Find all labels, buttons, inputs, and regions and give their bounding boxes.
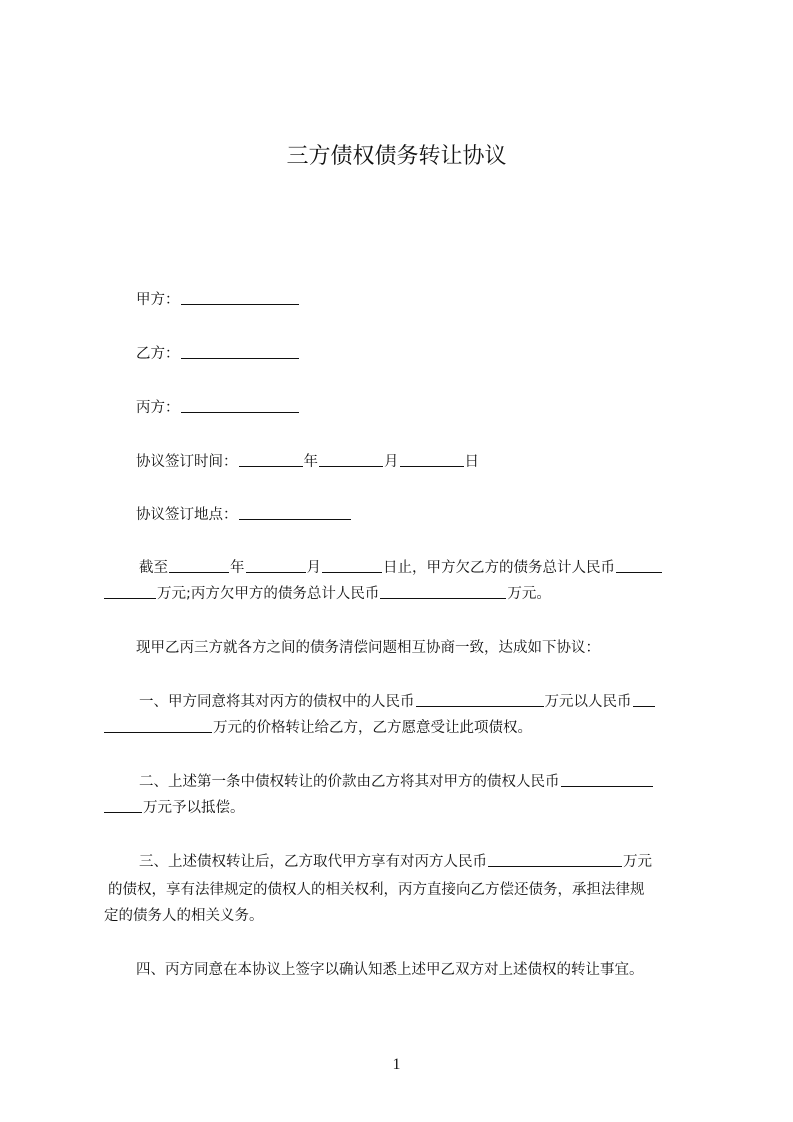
clause-2-blank-b [104, 798, 142, 813]
clause-2-line-1 [139, 770, 700, 794]
sign-place-field [136, 503, 700, 527]
sign-place-blank [239, 505, 351, 520]
clause-1-text-b: 万元以人民币 [544, 694, 632, 710]
party-b-field [136, 342, 700, 366]
clause-3-line-2: 的债权，享有法律规定的债权人的相关权利，丙方直接向乙方偿还债务，承担法律规 [108, 882, 645, 898]
p1-month: 月 [306, 560, 321, 576]
sign-date-label: 协议签订时间： [136, 454, 238, 470]
debt-summary-line-1 [139, 556, 700, 580]
party-b-label: 乙方： [136, 346, 180, 362]
year-blank [239, 452, 303, 467]
p1-month-blank [246, 558, 306, 573]
clause-1-blank-2a [633, 692, 655, 707]
party-c-field [136, 396, 700, 420]
clause-3-line-1 [139, 850, 700, 874]
page-number: 1 [392, 1056, 401, 1073]
clause-1-line-1 [139, 690, 700, 714]
day-unit: 日 [464, 454, 479, 470]
day-blank [400, 452, 464, 467]
clause-3-blank [488, 852, 622, 867]
sign-date-field [136, 450, 700, 474]
clause-1-line-2 [104, 716, 700, 740]
clause-3-text-a: 三、上述债权转让后，乙方取代甲方享有对丙方人民币 [139, 854, 487, 870]
p1-year: 年 [230, 560, 245, 576]
party-c-label: 丙方： [136, 400, 180, 416]
p1-amount2-blank [380, 584, 506, 599]
clause-2-text-a: 二、上述第一条中债权转让的价款由乙方将其对甲方的债权人民币 [139, 774, 560, 790]
clause-3-line-3: 定的债务人的相关义务。 [104, 908, 264, 924]
party-a-blank [181, 290, 299, 305]
clause-1-text-a: 一、甲方同意将其对丙方的债权中的人民币 [139, 694, 415, 710]
clause-2-blank-a [561, 772, 653, 787]
document-title: 三方债权债务转让协议 [286, 144, 507, 169]
clause-1-text-c: 万元的价格转让给乙方，乙方愿意受让此项债权。 [213, 720, 532, 736]
month-blank [319, 452, 383, 467]
clause-4: 四、丙方同意在本协议上签字以确认知悉上述甲乙双方对上述债权的转让事宜。 [136, 962, 644, 978]
party-a-field [136, 288, 700, 312]
party-c-blank [181, 398, 299, 413]
month-unit: 月 [384, 454, 399, 470]
p1-line2-mid: 万元;丙方欠甲方的债务总计人民币 [157, 586, 380, 602]
p1-mid: 日止，甲方欠乙方的债务总计人民币 [383, 560, 615, 576]
p1-line2-end: 万元。 [507, 586, 551, 602]
clause-1-blank-1 [416, 692, 544, 707]
clause-3-text-b: 万元 [623, 854, 652, 870]
party-a-label: 甲方： [136, 292, 180, 308]
p1-prefix: 截至 [139, 560, 168, 576]
clause-2-line-2 [104, 796, 700, 820]
sign-place-label: 协议签订地点： [136, 507, 238, 523]
p1-year-blank [169, 558, 229, 573]
party-b-blank [181, 344, 299, 359]
debt-summary-line-2 [104, 582, 700, 606]
p1-day-blank [322, 558, 382, 573]
p1-amount1-blank-b [104, 584, 156, 599]
year-unit: 年 [303, 454, 318, 470]
p1-amount1-blank-a [616, 558, 662, 573]
clause-2-text-b: 万元予以抵偿。 [143, 800, 245, 816]
clause-1-blank-2b [104, 718, 212, 733]
agreement-intro: 现甲乙丙三方就各方之间的债务清偿问题相互协商一致，达成如下协议： [136, 640, 600, 656]
